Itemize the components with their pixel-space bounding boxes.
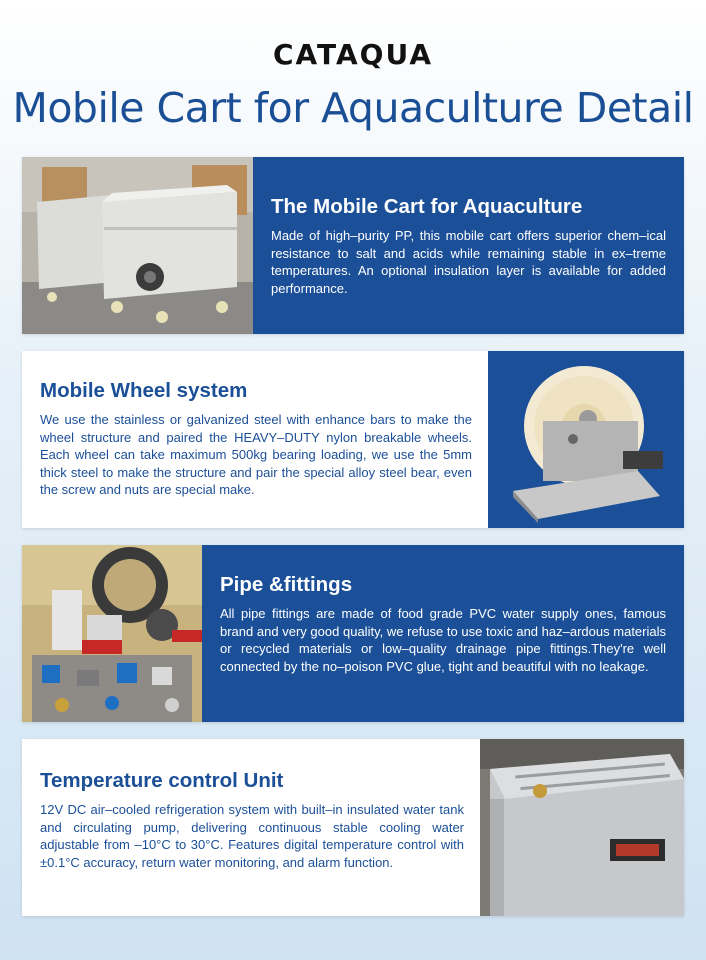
section-body: We use the stainless or galvanized steel with enhance bars to make the wheel structure and paired the HEAVY–DUTY nylon breakable wheels. Each wheel can take maximum 500kg bearing loading, we use the 5mm thick steel to make the structure and pair the special alloy steel bear, even the screw and nuts are special make.: [40, 412, 472, 498]
section-title: Pipe &fittings: [220, 573, 353, 596]
section-body: Made of high–purity PP, this mobile cart offers superior chem–ical resistance to salt and acids while remaining stable in ex–treme temperatures. An optional insulation layer is available for added performance.: [271, 228, 666, 296]
section-wheel-system: [22, 351, 684, 528]
section-title: The Mobile Cart for Aquaculture: [271, 195, 583, 218]
section-body: All pipe fittings are made of food grade PVC water supply ones, famous brand and very good quality, we refuse to use toxic and haz–ardous materials or recycled materials or low–quality drainage pipe fittings.They're well connected by the no–poison PVC glue, tight and beautiful with no leakage.: [220, 606, 666, 674]
section-temperature-unit-text: [22, 739, 480, 916]
section-pipe-fittings: [22, 545, 684, 722]
pipe-fittings-photo: [22, 545, 202, 722]
section-title: Temperature control Unit: [40, 769, 284, 792]
section-temperature-unit: [22, 739, 684, 916]
section-mobile-cart-text: [253, 157, 684, 334]
section-mobile-cart: [22, 157, 684, 334]
wheel-photo: [488, 351, 684, 528]
brand-logo: CATAQUA: [273, 38, 433, 71]
section-title: Mobile Wheel system: [40, 379, 248, 402]
temperature-unit-photo: [480, 739, 684, 916]
section-wheel-system-text: [22, 351, 488, 528]
section-pipe-fittings-text: [202, 545, 684, 722]
page-title: Mobile Cart for Aquaculture Detail: [12, 84, 694, 132]
section-body: 12V DC air–cooled refrigeration system with built–in insulated water tank and circulating pump, delivering continuous stable cooling water adjustable from –10°C to 30°C. Features digital temperature control with ±0.1°C accuracy, return water monitoring, and alarm function.: [40, 802, 464, 870]
cart-photo: [22, 157, 253, 334]
